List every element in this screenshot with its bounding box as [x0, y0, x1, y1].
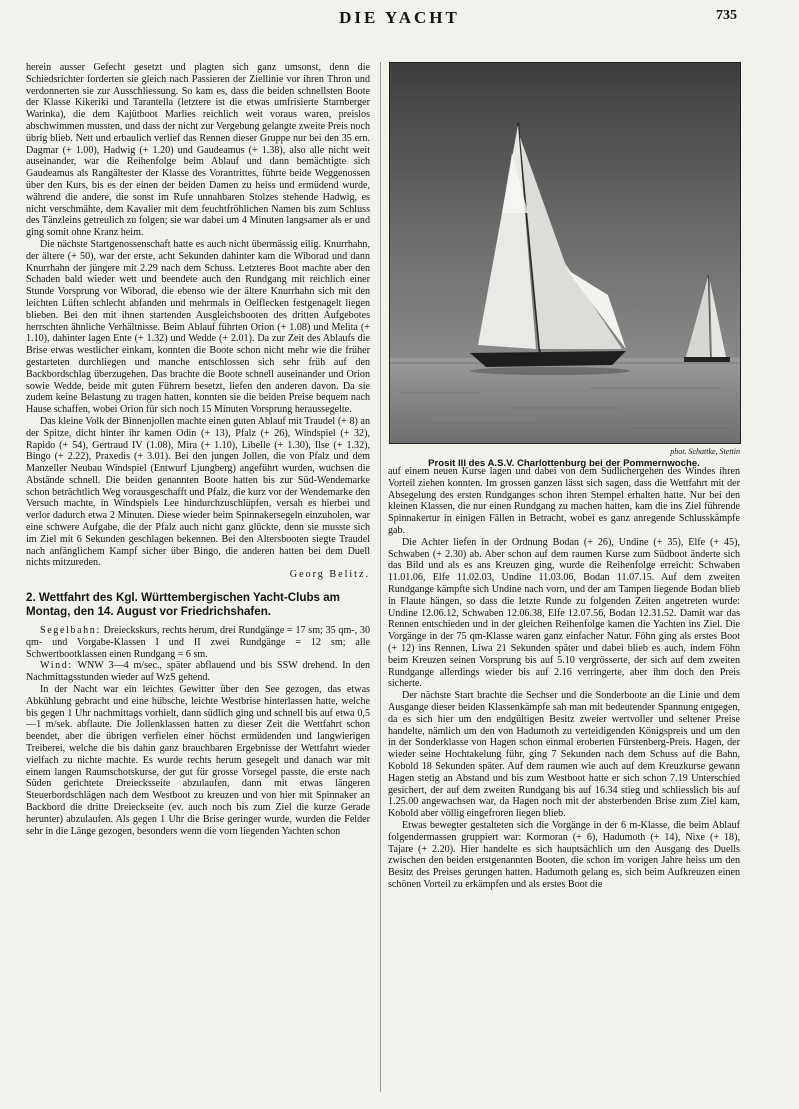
- photo-credit: phot. Schattke, Stettin: [670, 447, 740, 456]
- course-label: Segelbahn:: [40, 625, 101, 637]
- paragraph: In der Nacht war ein leichtes Gewitter über den See gezogen, das etwas Abkühlung gebracht und eine hübsche, leichte Westbrise hinterlassen hatte, welche bis gegen 1 Uhr nachmittags vorhielt, dann südlich ging und schnell bis auf etwa 0,5—1 m/sek. abflaute. Die Jollenklassen hatten zu dieser Zeit die Wettfahrt schon beendet, aber die übrigen verfielen einer höchst ermüdenden und langwierigen Treiberei, welche die bis dahin ganz brauchbaren Ergebnisse der Wettfahrt wieder vielfach zu nichte machte. Es wurde rechts herum gesegelt und danach war mit einem langen Raumschotskurse, der gut für grosse Vorsegel passte, die erste nach Süden gerichtete Dreiecksseite abzulaufen, dann mit etwas längeren Steuerbordschlägen nach dem Westboot zu kreuzen und von hier mit Spinnaker an Backbord die dritte Dreieckseite (ev. auch noch bis zum Ziel die kurze Gerade herunter) abzulaufen. Als gegen 1 Uhr die Brise geringer wurde, wurden die Felder sehr in die Länge gezogen, besonders wenn die vorn liegenden Yachten schon: [26, 684, 370, 837]
- paragraph: Etwas bewegter gestalteten sich die Vorgänge in der 6 m-Klasse, die beim Ablauf folgendermassen gruppiert war: Kormoran (+ 6), Hadumoth (+ 14), Nixe (+ 18), Tajare (+ 2.20). Hier handelte es sich hauptsächlich um den Ausgang des Duells zwischen den beiden erstgenannten Booten, die schon im vorigen Jahre heiss um den Besitz des Preises gerungen hatten. Hadumoth gelang es, sich beim Aufkreuzen einen schönen Vorteil zu erkämpfen und als erstes Boot die: [388, 819, 740, 890]
- photo-caption: Prosit III des A.S.V. Charlottenburg bei der Pommernwoche.: [428, 458, 700, 469]
- paragraph: Die Achter liefen in der Ordnung Bodan (+ 26), Undine (+ 35), Elfe (+ 45), Schwaben (+ 2.30) ab. Aber schon auf dem raumen Kurse zum Südboot änderte sich das Bild und als es ans Kreuzen ging, wurde die Reihenfolge erreicht: Schwaben 11.01.06, Elfe 11.02.03, Undine 11.03.06, Bodan 11.07.15. Auf dem zweiten Rundgange kämpfte sich Undine nach vorn, und der am Tampen liegende Bodan blieb in Flaute hängen, so dass die letzte Runde zu folgenden Zeiten angetreten wurde: Undine 12.06.12, Schwaben 12.06.38, Elfe 12.07.56, Bodan 12.31.52. Damit war das Rennen entschieden und in der gleichen Reihenfolge kamen die Yachten ins Ziel. Die Vorgänge in der 75 qm-Klasse waren ganz einfacher Natur. Föhn ging als erstes Boot (+ 12) ins Rennen, Liwa 21 Sekunden später und dabei blieb es auch, indem Föhn beim Kreuzen seinen Vorsprung bis auf 5.10 vergrösserte, der sich auf dem zweiten Rundgange allerdings wieder bis auf 2.16 verringerte, aber ihm doch den Preis sicherte.: [388, 536, 740, 690]
- paragraph: auf einem neuen Kurse lagen und dabei von dem Südlichergehen des Windes ihren Vorteil ziehen konnten. Im grossen ganzen lässt sich sagen, dass die Wettfahrt mit der Absegelung des ersten Rundganges schon ihren Stempel erhalten hatte. Nur bei den kleinen Klassen, die nur einen Rundgang zu machen hatten, kam die ins Ziel führende Spinnakertur in einigen Fällen in Betracht, wobei es ganz anregende Schlusskämpfe gab.: [388, 466, 740, 536]
- photo-illustration: [390, 63, 740, 443]
- section-heading: 2. Wettfahrt des Kgl. Württembergischen Yacht-Clubs am Montag, den 14. August vor Friedrichshafen.: [26, 591, 340, 619]
- right-column: [388, 466, 740, 1102]
- course-text: Dreieckskurs, rechts herum, drei Rundgänge = 17 sm; 35 qm-, 30 qm- und Vorgabe-Klassen I und II zwei Rundgänge = 12 sm; alle Schwertbootklassen einen Rundgang = 6 sm.: [26, 625, 370, 660]
- journal-title: DIE YACHT: [339, 8, 460, 27]
- hull: [470, 351, 626, 367]
- paragraph: herein ausser Gefecht gesetzt und plagten sich ganz umsonst, denn die Schiedsrichter forderten sie gleich nach Passieren der Ziellinie vor ihren Thron und verdonnerten sie zur Ausschliessung. So kam es, dass die beiden schnellsten Boote der Klasse Kikeriki und Tarantella (letztere ist die etwas umfrisierte Starnberger Warinka), die dem Kajütboot Marlies reichlich weit voraus waren, preislos abschwimmen mussten, und dass der nicht zur Vergebung gelangte zweite Preis noch übrig blieb. Nett und erbaulich verlief das Rennen dieser Gruppe nur bei den 35 ern. Dagmar (+ 1.00), Hadwig (+ 1.20) und Gaudeamus (+ 1.38), also alle nicht weit auseinander, war die Reihenfolge beim Ablauf und dann bemächtigte sich Gaudeamus als Rangältester der Klasse des Vorantrittes, führte beide Weggenossen über den Kurs, bis es der einen der beiden Damen zu heiss und ermüdend wurde, während die andere, die sonst im Rufe unnahbaren Stolzes stehende Hadwig, es nicht verschmähte, dem Kavalier mit dem feuchtfröhlichen Namen bis zum Schluss des Tänzleins getreulich zu folgen; sie war dabei um 4 Minuten langsamer als er und ging somit ohne Kranz heim.: [26, 62, 370, 239]
- column-divider: [380, 62, 381, 1092]
- left-column: [26, 62, 370, 1102]
- page-number: 735: [716, 8, 737, 23]
- course-paragraph: [26, 625, 370, 660]
- paragraph: Die nächste Startgenossenschaft hatte es auch nicht übermässig eilig. Knurrhahn, der ältere (+ 50), war der erste, acht Sekunden dahinter kam die Wiborad und dann Knurrhahn der jüngere mit 2.29 nach dem Schuss. Letzteres Boot machte aber den Schaden bald wieder wett und beendete auch den Rundgang mit reichlich einer Stunde Vorsprung vor Wiborad, die ebenso wie der ältere Knurrhahn sich mit den leichten Lüften schlecht abfanden und mehrmals in Oelflecken festgenagelt liegen blieben. Bei den mit ihnen startenden Ausgleichsbooten des dritten Aufgebotes herrschten ähnliche Verhältnisse. Beim Ablauf führten Orion (+ 1.08) und Melita (+ 1.10), dahinter lagen Ente (+ 1.32) und Wedde (+ 2.01). Da zur Zeit des Ablaufs die Brise etwas westlicher einkam, konnten die Boote schon nicht mehr wie die früher gestarteten durchliegen und manche entschlossen sich sehr früh auf den Backbordschlag überzugehen. Das brachte die Boote schnell auseinander und Orion sowie Wedde, beide mit guten Führern besetzt, liefen den anderen davon. Da sie zudem keine Belastung zu tragen hatten, konnten sie die beiden Preise bequem nach Hause schaffen, wobei Orion für sich noch 15 Minuten Vorsprung heraussegelte.: [26, 238, 370, 416]
- wind-text: WNW 3—4 m/sec., später abflauend und bis SSW drehend. In den Nachmittagsstunden wieder auf WzS gehend.: [26, 660, 370, 684]
- sailing-yacht-photo: [389, 62, 741, 444]
- paragraph: Das kleine Volk der Binnenjollen machte einen guten Ablauf mit Traudel (+ 8) an der Spitze, dicht hinter ihr kamen Odin (+ 13), Pfalz (+ 26), Windspiel (+ 32), Rapido (+ 54), Gertraud IV (1.08), Mira (+ 1.10), Libelle (+ 1.30), Ilse (+ 1.32), Bingo (+ 2.22), Praxedis (+ 3.01). Bei den jungen Jollen, die von Pfalz und dem Manzeller Neubau Windspiel (Entwurf Ljungberg) angeführt wurden, wuchsen die Abstände schnell. Die beiden genannten Boote hatten bis zur Süd-Wendemarke schon beträchtlich Weg vorausgeschafft und Pfalz, die kurz vor der Wendemarke den Versuch machte, in Windspiels Lee hindurchzuschlüpfen, versah es hierbei und verlor dadurch etwa 2 Minuten. Diese wieder beim Spinnakersegeln einzuholen, war eine schwere Aufgabe, die der Pfalz auch nicht ganz glückte, denn sie musste sich im Ziel mit 6 Sekunden geschlagen bekennen. Bei den Altersbooten siegte Traudel nach anfänglichem Kampf sicher über Bingo, die anderen hatten bei dem Duell nichts mitzureden.: [26, 415, 370, 569]
- author-signature: Georg Belitz.: [289, 569, 370, 581]
- page-header: [0, 6, 799, 30]
- wind-paragraph: [26, 660, 370, 684]
- paragraph: Der nächste Start brachte die Sechser und die Sonderboote an die Linie und dem Ausgange dieser beiden Klassenkämpfe sah man mit bedeutender Spannung entgegen, da es sich hier um den endgültigen Besitz zweier wertvoller und seltener Preise handelte, nämlich um den von Hadumoth zu verteidigenden Königspreis und um den in der Sonderklasse von Hagen schon einmal eroberten Fürstenberg-Preis. Hagen, der wieder seine Hochtakelung führ, ging 7 Sekunden nach dem Schuss auf die Bahn, Kobold 18 Sekunden später. Auf dem raumen wie auch auf dem Kreuzkurse gewann Hagen stetig an Abstand und bis zum Westboot hatte er sich schon 7.19 Unterschied gesichert, der auf dem zweiten Rundgang bis auf 16.34 stieg und schliesslich bis auf 1.25.00 angewachsen war, da Hagen noch mit der absterbenden Brise zum Ziel kam, Kobold aber völlig eingefroren liegen blieb.: [388, 690, 740, 820]
- wind-label: Wind:: [40, 660, 73, 672]
